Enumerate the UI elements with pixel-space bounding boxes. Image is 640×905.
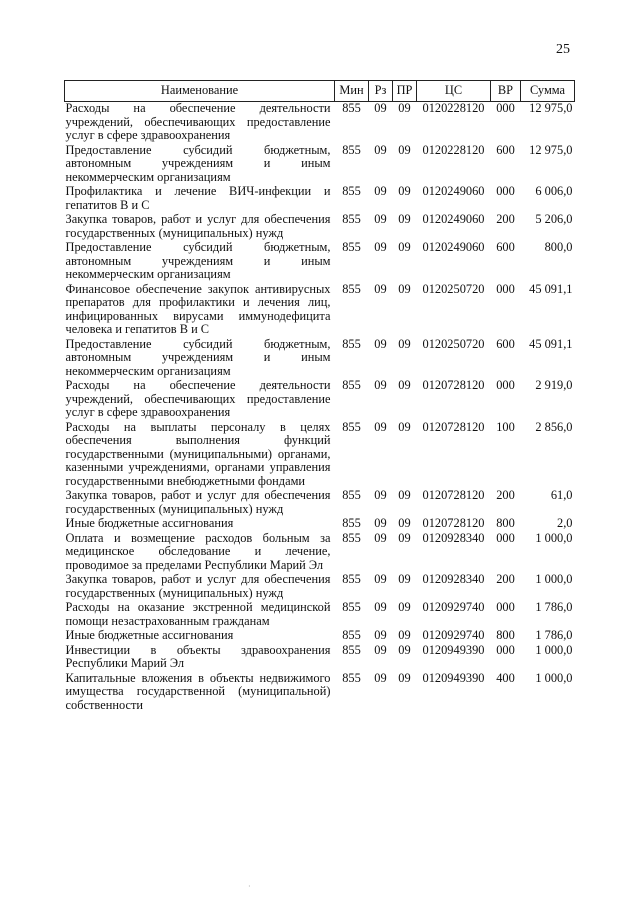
cell-pr: 09 (398, 600, 411, 614)
cell-cs: 0120249060 (422, 212, 485, 226)
cell-rz: 09 (374, 516, 387, 530)
table-row (65, 420, 575, 489)
cell-min: 855 (342, 419, 361, 434)
cell-min: 855 (342, 212, 361, 226)
header-pr: ПР (393, 81, 417, 102)
cell-cs: 0120728120 (422, 488, 485, 502)
cell-vr: 100 (496, 419, 515, 434)
cell-rz: 09 (374, 642, 387, 657)
table-row (65, 516, 575, 531)
cell-rz: 09 (374, 212, 387, 226)
header-rz: Рз (369, 81, 393, 102)
cell-vr: 800 (496, 628, 515, 642)
cell-vr: 800 (496, 516, 515, 530)
cell-sum: 45 091,1 (529, 281, 573, 296)
header-sum: Сумма (521, 81, 575, 102)
cell-rz: 09 (374, 240, 387, 254)
cell-rz: 09 (374, 670, 387, 685)
table-row (65, 628, 575, 643)
cell-sum: 45 091,1 (529, 336, 573, 351)
cell-vr: 000 (496, 101, 515, 115)
cell-min: 855 (342, 142, 361, 157)
cell-rz: 09 (374, 378, 387, 392)
cell-pr: 09 (398, 419, 411, 434)
cell-cs: 0120249060 (422, 240, 485, 254)
cell-pr: 09 (398, 670, 411, 685)
cell-rz: 09 (374, 600, 387, 614)
cell-rz: 09 (374, 488, 387, 502)
cell-min: 855 (342, 670, 361, 685)
cell-cs: 0120949390 (422, 670, 485, 685)
cell-vr: 000 (496, 184, 515, 198)
table-row (65, 102, 575, 143)
cell-min: 855 (342, 101, 361, 115)
cell-sum: 1 000,0 (535, 670, 573, 685)
cell-pr: 09 (398, 101, 411, 115)
cell-name: Расходы на оказание экстренной медицинской помощи незастрахованным гражданам (65, 600, 331, 628)
table-row (65, 184, 575, 212)
cell-vr: 600 (496, 336, 515, 351)
cell-min: 855 (342, 281, 361, 296)
cell-cs: 0120929740 (422, 600, 485, 614)
cell-cs: 0120929740 (422, 628, 485, 642)
cell-min: 855 (342, 336, 361, 351)
cell-cs: 0120728120 (422, 516, 485, 530)
cell-name: Расходы на обеспечение деятельности учреждений, обеспечивающих предоставление услуг в сфере здравоохранения (65, 378, 331, 419)
cell-sum: 1 786,0 (535, 628, 573, 642)
table-row (65, 531, 575, 573)
cell-sum: 2 856,0 (535, 419, 573, 434)
cell-name: Расходы на обеспечение деятельности учреждений, обеспечивающих предоставление услуг в сфере здравоохранения (65, 101, 331, 142)
cell-name: Закупка товаров, работ и услуг для обеспечения государственных (муниципальных) нужд (65, 488, 331, 516)
cell-cs: 0120228120 (422, 101, 485, 115)
cell-sum: 5 206,0 (535, 212, 573, 226)
budget-table (64, 80, 575, 712)
cell-vr: 000 (496, 600, 515, 614)
cell-name: Профилактика и лечение ВИЧ-инфекции и гепатитов В и С (65, 184, 331, 212)
cell-rz: 09 (374, 142, 387, 157)
cell-sum: 2,0 (557, 516, 573, 530)
cell-pr: 09 (398, 530, 411, 545)
cell-pr: 09 (398, 336, 411, 351)
cell-vr: 000 (496, 530, 515, 545)
cell-sum: 800,0 (544, 240, 573, 254)
table-row (65, 671, 575, 713)
cell-sum: 2 919,0 (535, 378, 573, 392)
cell-rz: 09 (374, 101, 387, 115)
cell-pr: 09 (398, 184, 411, 198)
cell-name: Закупка товаров, работ и услуг для обеспечения государственных (муниципальных) нужд (65, 572, 331, 600)
cell-cs: 0120250720 (422, 281, 485, 296)
cell-name: Финансовое обеспечение закупок антивирусных препаратов для профилактики и лечения лиц, инфицированных вирусами иммунодефицита человека и гепатитов В и С (65, 281, 331, 336)
cell-rz: 09 (374, 184, 387, 198)
cell-name: Инвестиции в объекты здравоохранения Республики Марий Эл (65, 642, 331, 670)
cell-pr: 09 (398, 516, 411, 530)
cell-cs: 0120250720 (422, 336, 485, 351)
header-name: Наименование (65, 81, 335, 102)
cell-pr: 09 (398, 142, 411, 157)
cell-name: Расходы на выплаты персоналу в целях обеспечения выполнения функций государственными (муниципальными) органами, казенными учреждениями, органами управления государственными внебюджетными фондами (65, 419, 331, 488)
cell-name: Закупка товаров, работ и услуг для обеспечения государственных (муниципальных) нужд (65, 212, 331, 240)
cell-min: 855 (342, 184, 361, 198)
table-row (65, 143, 575, 185)
cell-sum: 1 000,0 (535, 572, 573, 586)
cell-sum: 1 000,0 (535, 642, 573, 657)
cell-name: Предоставление субсидий бюджетным, автономным учреждениям и иным некоммерческим организациям (65, 142, 331, 184)
cell-min: 855 (342, 530, 361, 545)
cell-pr: 09 (398, 240, 411, 254)
cell-sum: 1 000,0 (535, 530, 573, 545)
table-row (65, 378, 575, 420)
cell-vr: 200 (496, 212, 515, 226)
table-row (65, 600, 575, 628)
page-number: 25 (556, 42, 570, 57)
cell-pr: 09 (398, 378, 411, 392)
table-row (65, 488, 575, 516)
cell-vr: 000 (496, 281, 515, 296)
cell-cs: 0120228120 (422, 142, 485, 157)
table-row (65, 337, 575, 379)
cell-rz: 09 (374, 628, 387, 642)
cell-pr: 09 (398, 628, 411, 642)
cell-sum: 12 975,0 (529, 142, 573, 157)
cell-name: Иные бюджетные ассигнования (65, 628, 234, 642)
header-vr: ВР (491, 81, 521, 102)
cell-name: Оплата и возмещение расходов больным за медицинское обследование и лечение, проводимое за пределами Республики Марий Эл (65, 530, 331, 572)
table-row (65, 212, 575, 240)
cell-min: 855 (342, 378, 361, 392)
cell-sum: 12 975,0 (529, 101, 573, 115)
cell-rz: 09 (374, 281, 387, 296)
cell-min: 855 (342, 572, 361, 586)
header-cs: ЦС (417, 81, 491, 102)
cell-pr: 09 (398, 488, 411, 502)
cell-min: 855 (342, 488, 361, 502)
cell-pr: 09 (398, 212, 411, 226)
cell-cs: 0120928340 (422, 530, 485, 545)
table-row (65, 643, 575, 671)
cell-vr: 600 (496, 142, 515, 157)
table-row (65, 572, 575, 600)
cell-name: Предоставление субсидий бюджетным, автономным учреждениям и иным некоммерческим организациям (65, 240, 331, 281)
cell-vr: 200 (496, 488, 515, 502)
cell-vr: 400 (496, 670, 515, 685)
cell-min: 855 (342, 600, 361, 614)
cell-min: 855 (342, 240, 361, 254)
cell-pr: 09 (398, 642, 411, 657)
cell-rz: 09 (374, 336, 387, 351)
cell-cs: 0120249060 (422, 184, 485, 198)
cell-vr: 000 (496, 378, 515, 392)
cell-name: Капитальные вложения в объекты недвижимого имущества государственной (муниципальной) собственности (65, 670, 331, 712)
cell-vr: 000 (496, 642, 515, 657)
scan-mark: · (248, 882, 251, 891)
table-header-row (65, 81, 575, 102)
cell-cs: 0120949390 (422, 642, 485, 657)
table-row (65, 240, 575, 282)
cell-vr: 200 (496, 572, 515, 586)
cell-pr: 09 (398, 572, 411, 586)
cell-rz: 09 (374, 419, 387, 434)
table-row (65, 282, 575, 337)
cell-min: 855 (342, 628, 361, 642)
cell-sum: 61,0 (550, 488, 573, 502)
cell-cs: 0120728120 (422, 378, 485, 392)
cell-min: 855 (342, 516, 361, 530)
cell-pr: 09 (398, 281, 411, 296)
cell-name: Предоставление субсидий бюджетным, автономным учреждениям и иным некоммерческим организациям (65, 336, 331, 378)
cell-rz: 09 (374, 530, 387, 545)
cell-sum: 6 006,0 (535, 184, 573, 198)
header-min: Мин (335, 81, 369, 102)
cell-min: 855 (342, 642, 361, 657)
cell-rz: 09 (374, 572, 387, 586)
cell-cs: 0120928340 (422, 572, 485, 586)
cell-sum: 1 786,0 (535, 600, 573, 614)
cell-name: Иные бюджетные ассигнования (65, 516, 234, 530)
cell-cs: 0120728120 (422, 419, 485, 434)
cell-vr: 600 (496, 240, 515, 254)
